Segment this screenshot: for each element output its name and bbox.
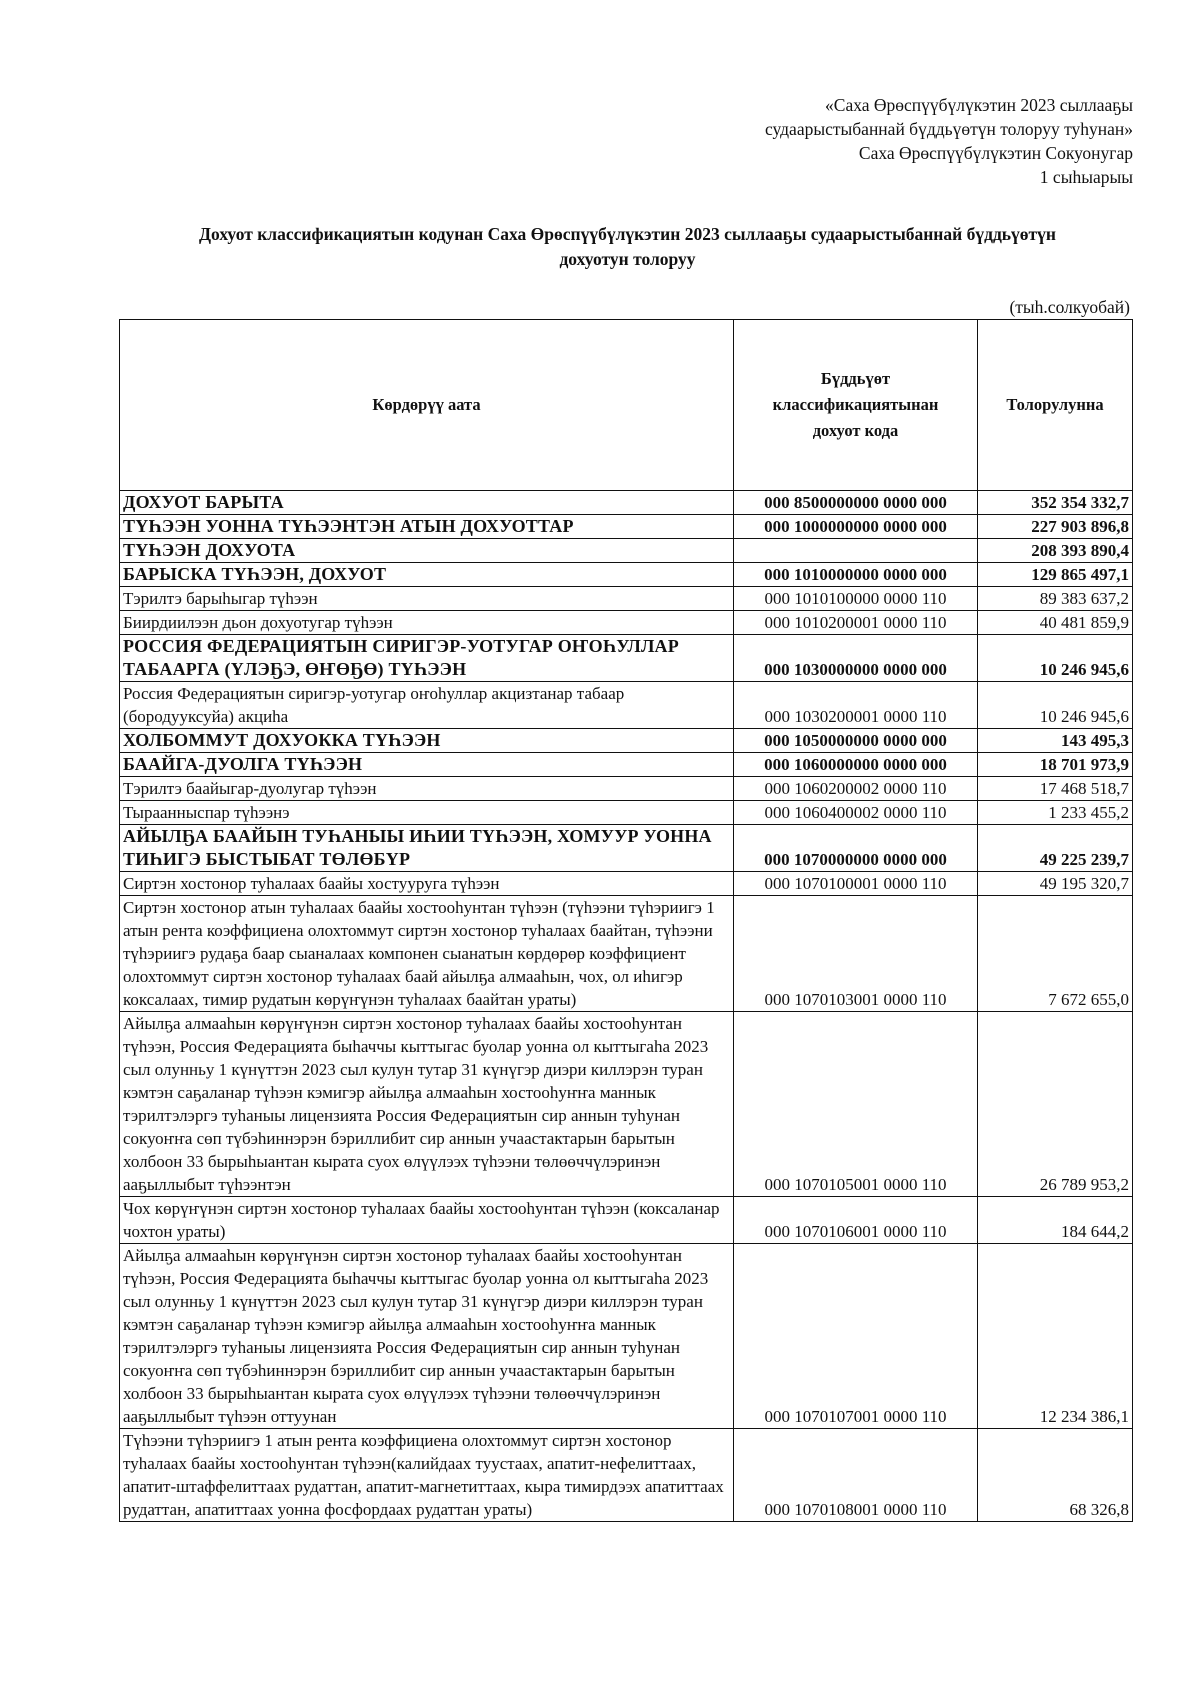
row-name: ТҮҺЭЭН УОННА ТҮҺЭЭНТЭН АТЫН ДОХУОТТАР bbox=[120, 515, 734, 539]
table-row bbox=[120, 1429, 1133, 1522]
table-row bbox=[120, 729, 1133, 753]
row-code: 000 1070108001 0000 110 bbox=[734, 1429, 978, 1522]
header-note bbox=[600, 93, 1133, 189]
row-name: Сиртэн хостонор атын туһалаах баайы хостооһунтан түһээн (түһээни түһэриигэ 1 атын рента коэффициена олохтоммут сиртэн хостонор туһалаах баайтан, түһээни түһэриигэ рудаҕа баар сыаналаах компонен сыанатын көрдөрөр коэффициент олохтоммут сиртэн хостонор туһалаах баай айылҕа алмааһын, чох, ол иһигэр коксалаах, тимир рудатын көрүҥүнэн туһалаах баайтан ураты) bbox=[120, 896, 734, 1012]
row-amount: 17 468 518,7 bbox=[978, 777, 1133, 801]
document-title bbox=[130, 222, 1125, 272]
table-row bbox=[120, 635, 1133, 682]
header-note-line: судаарыстыбаннай бүддьүөтүн толоруу туһунан» bbox=[764, 119, 1133, 139]
row-code: 000 1010100000 0000 110 bbox=[734, 587, 978, 611]
table-row bbox=[120, 539, 1133, 563]
row-amount: 143 495,3 bbox=[978, 729, 1133, 753]
row-amount: 10 246 945,6 bbox=[978, 635, 1133, 682]
header-note-line: 1 сыһыарыы bbox=[1039, 167, 1133, 187]
table-row bbox=[120, 1197, 1133, 1244]
row-name: Тыраанныспар түһээнэ bbox=[120, 801, 734, 825]
document-title-line-1: Дохуот классификациятын кодунан Саха Өрөспүүбүлүкэтин 2023 сыллааҕы судаарыстыбаннай бүддьүөтүн bbox=[198, 224, 1056, 244]
table-row bbox=[120, 491, 1133, 515]
header-note-line: «Саха Өрөспүүбүлүкэтин 2023 сыллааҕы bbox=[825, 95, 1133, 115]
table-row bbox=[120, 611, 1133, 635]
table-row bbox=[120, 896, 1133, 1012]
document-title-line-2: дохуотун толоруу bbox=[559, 249, 696, 269]
row-name: Тэрилтэ баайыгар-дуолугар түһээн bbox=[120, 777, 734, 801]
row-amount: 352 354 332,7 bbox=[978, 491, 1133, 515]
row-amount: 40 481 859,9 bbox=[978, 611, 1133, 635]
row-code: 000 1070106001 0000 110 bbox=[734, 1197, 978, 1244]
row-amount: 49 225 239,7 bbox=[978, 825, 1133, 872]
row-code: 000 1030200001 0000 110 bbox=[734, 682, 978, 729]
row-code: 000 1050000000 0000 000 bbox=[734, 729, 978, 753]
row-amount: 7 672 655,0 bbox=[978, 896, 1133, 1012]
row-amount: 68 326,8 bbox=[978, 1429, 1133, 1522]
table-row bbox=[120, 587, 1133, 611]
table-row bbox=[120, 872, 1133, 896]
row-amount: 12 234 386,1 bbox=[978, 1244, 1133, 1429]
column-header-code-text: Бүддьүөт классификациятынан дохуот кода bbox=[772, 369, 939, 440]
column-header-code bbox=[734, 320, 978, 491]
row-code: 000 1000000000 0000 000 bbox=[734, 515, 978, 539]
row-name: Россия Федерациятын сиригэр-уотугар оҥоһуллар акцизтанар табаар (бородууксуйа) акциһа bbox=[120, 682, 734, 729]
table-row bbox=[120, 825, 1133, 872]
table-header-row bbox=[120, 320, 1133, 491]
table-row bbox=[120, 563, 1133, 587]
row-name: Тэрилтэ барыһыгар түһээн bbox=[120, 587, 734, 611]
row-code: 000 1070000000 0000 000 bbox=[734, 825, 978, 872]
table-row bbox=[120, 682, 1133, 729]
row-name: Айылҕа алмааһын көрүҥүнэн сиртэн хостонор туһалаах баайы хостооһунтан түһээн, Россия Федерацията быһаччы кыттыгас буолар уонна ол кыттыгаһа 2023 сыл олунньу 1 күнүттэн 2023 сыл кулун тутар 31 күнүгэр диэри киллэрэн туран кэмтэн саҕаланар түһээн кэмигэр айылҕа алмааһын хостооһуҥҥа маннык тэрилтэлэргэ туһаныы лицензията Россия Федерациятын сир аннын туһунан сокуоҥҥа сөп түбэһиннэрэн бэриллибит сир аннын учаастактарын барытын холбоон 33 бырыһыантан кырата суох өлүүлээх түһээни төлөөччүлэринэн ааҕыллыбыт түһээн оттуунан bbox=[120, 1244, 734, 1429]
row-name: ХОЛБОММУТ ДОХУОККА ТҮҺЭЭН bbox=[120, 729, 734, 753]
row-code: 000 1010000000 0000 000 bbox=[734, 563, 978, 587]
row-amount: 18 701 973,9 bbox=[978, 753, 1133, 777]
row-amount: 129 865 497,1 bbox=[978, 563, 1133, 587]
table-row bbox=[120, 801, 1133, 825]
column-header-name: Көрдөрүү аата bbox=[120, 320, 734, 491]
table-row bbox=[120, 1244, 1133, 1429]
row-amount: 89 383 637,2 bbox=[978, 587, 1133, 611]
row-code: 000 1070100001 0000 110 bbox=[734, 872, 978, 896]
row-name: Түһээни түһэриигэ 1 атын рента коэффициена олохтоммут сиртэн хостонор туһалаах баайы хостооһунтан түһээн(калийдаах туустаах, апатит-нефелиттаах, апатит-штаффелиттаах рудаттан, апатит-магнетиттаах, кыра тимирдээх апатиттаах рудаттан, апатиттаах уонна фосфордаах рудаттан ураты) bbox=[120, 1429, 734, 1522]
table-row bbox=[120, 777, 1133, 801]
row-code: 000 1060400002 0000 110 bbox=[734, 801, 978, 825]
row-amount: 10 246 945,6 bbox=[978, 682, 1133, 729]
budget-table bbox=[119, 319, 1133, 1522]
row-amount: 208 393 890,4 bbox=[978, 539, 1133, 563]
row-amount: 49 195 320,7 bbox=[978, 872, 1133, 896]
row-amount: 1 233 455,2 bbox=[978, 801, 1133, 825]
row-name: ДОХУОТ БАРЫТА bbox=[120, 491, 734, 515]
header-note-line: Саха Өрөспүүбүлүкэтин Сокуонугар bbox=[858, 143, 1133, 163]
row-code: 000 1070107001 0000 110 bbox=[734, 1244, 978, 1429]
row-name: Биирдиилээн дьон дохуотугар түһээн bbox=[120, 611, 734, 635]
row-name: Сиртэн хостонор туһалаах баайы хостууруга түһээн bbox=[120, 872, 734, 896]
row-name: ТҮҺЭЭН ДОХУОТА bbox=[120, 539, 734, 563]
table-row bbox=[120, 753, 1133, 777]
table-row bbox=[120, 1012, 1133, 1197]
row-code: 000 1070105001 0000 110 bbox=[734, 1012, 978, 1197]
row-name: РОССИЯ ФЕДЕРАЦИЯТЫН СИРИГЭР-УОТУГАР ОҤОҺУЛЛАР ТАБААРГА (ҮЛЭҔЭ, ӨҤӨҔӨ) ТҮҺЭЭН bbox=[120, 635, 734, 682]
row-code: 000 1070103001 0000 110 bbox=[734, 896, 978, 1012]
row-name: БААЙГА-ДУОЛГА ТҮҺЭЭН bbox=[120, 753, 734, 777]
row-name: Чох көрүҥүнэн сиртэн хостонор туһалаах баайы хостооһунтан түһээн (коксаланар чохтон ураты) bbox=[120, 1197, 734, 1244]
row-code bbox=[734, 539, 978, 563]
row-name: АЙЫЛҔА БААЙЫН ТУҺАНЫЫ ИҺИИ ТҮҺЭЭН, ХОМУУР УОННА ТИҺИГЭ БЫСТЫБАТ ТӨЛӨБҮР bbox=[120, 825, 734, 872]
row-code: 000 1010200001 0000 110 bbox=[734, 611, 978, 635]
table-row bbox=[120, 515, 1133, 539]
row-code: 000 8500000000 0000 000 bbox=[734, 491, 978, 515]
row-amount: 26 789 953,2 bbox=[978, 1012, 1133, 1197]
row-code: 000 1060000000 0000 000 bbox=[734, 753, 978, 777]
row-amount: 184 644,2 bbox=[978, 1197, 1133, 1244]
row-code: 000 1030000000 0000 000 bbox=[734, 635, 978, 682]
row-code: 000 1060200002 0000 110 bbox=[734, 777, 978, 801]
unit-label: (тыһ.солкуобай) bbox=[1009, 297, 1130, 317]
column-header-amount: Толорулунна bbox=[978, 320, 1133, 491]
row-amount: 227 903 896,8 bbox=[978, 515, 1133, 539]
row-name: БАРЫСКА ТҮҺЭЭН, ДОХУОТ bbox=[120, 563, 734, 587]
row-name: Айылҕа алмааһын көрүҥүнэн сиртэн хостонор туһалаах баайы хостооһунтан түһээн, Россия Федерацията быһаччы кыттыгас буолар уонна ол кыттыгаһа 2023 сыл олунньу 1 күнүттэн 2023 сыл кулун тутар 31 күнүгэр диэри киллэрэн туран кэмтэн саҕаланар түһээн кэмигэр айылҕа алмааһын хостооһуҥҥа маннык тэрилтэлэргэ туһаныы лицензията Россия Федерациятын сир аннын туһунан сокуоҥҥа сөп түбэһиннэрэн бэриллибит сир аннын учаастактарын барытын холбоон 33 бырыһыантан кырата суох өлүүлээх түһээни төлөөччүлэринэн ааҕыллыбыт түһээнтэн bbox=[120, 1012, 734, 1197]
